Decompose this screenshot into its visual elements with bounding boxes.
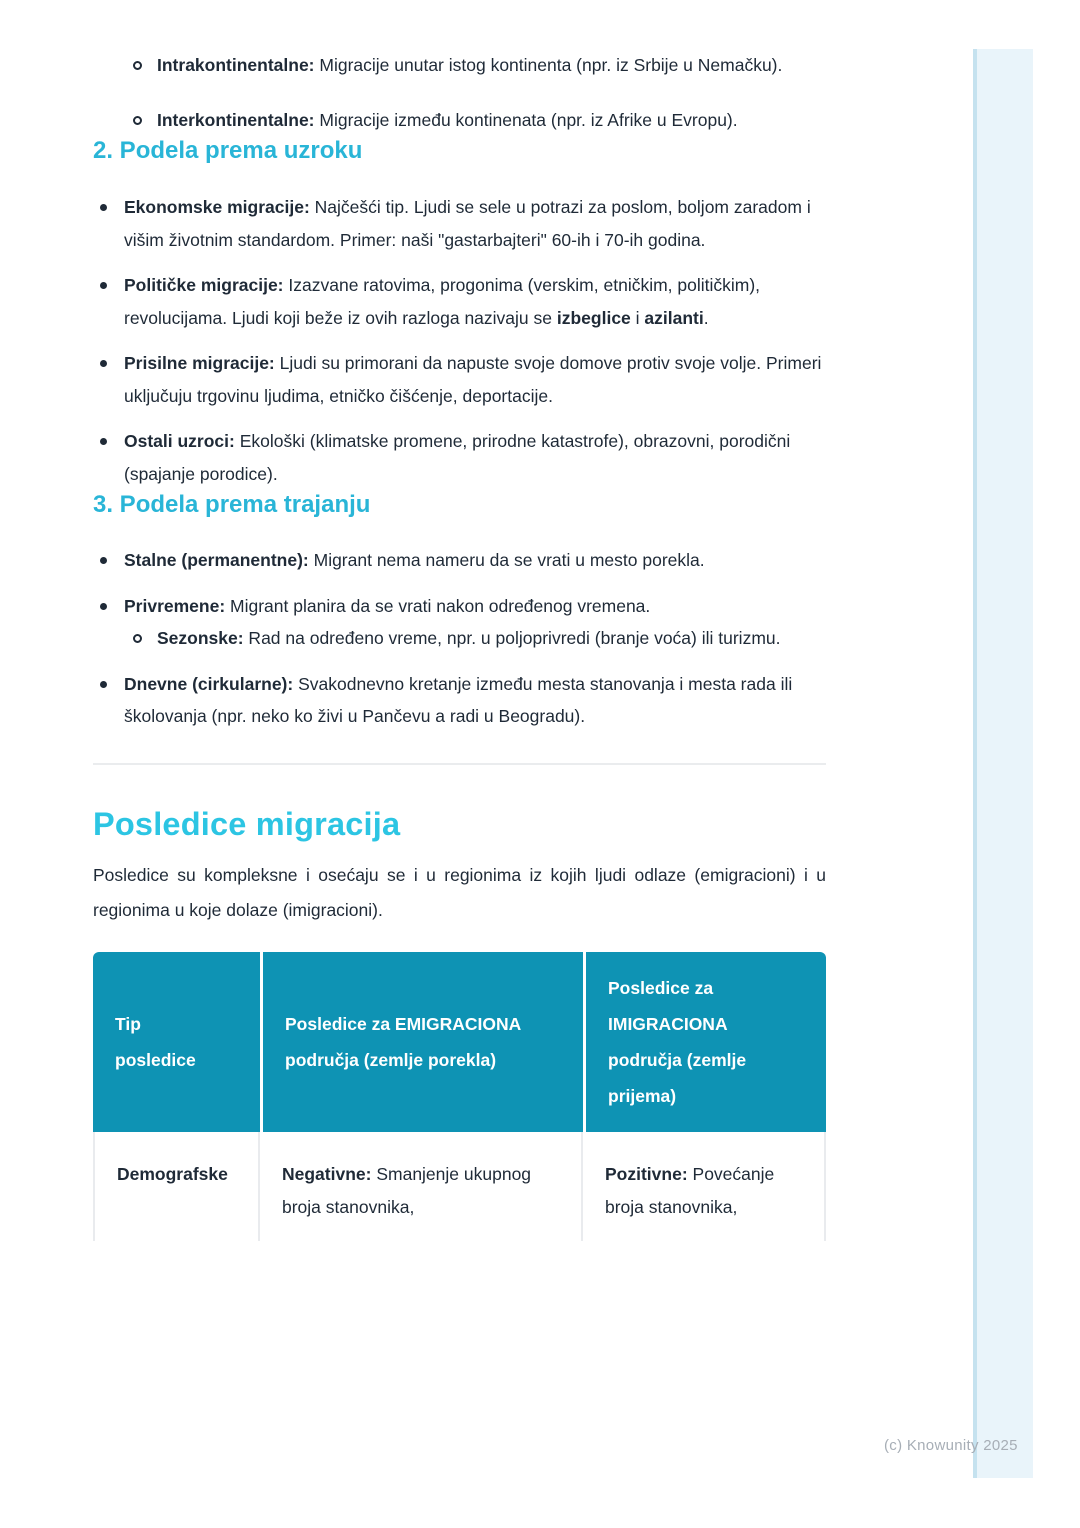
page-title: Posledice migracija — [93, 805, 401, 842]
cell-term: Negativne: — [282, 1163, 372, 1184]
sub-list — [124, 622, 826, 655]
list-item — [93, 269, 826, 334]
item-text: Najčešći tip. Ljudi se sele u potrazi za poslom, boljom zaradom i višim životnim standardom. Primer: naši "gastarbajteri" 60-ih i 70-ih godina. — [124, 197, 811, 250]
item-text: Migracije unutar istog kontinenta (npr. iz Srbije u Nemačku). — [314, 55, 783, 75]
list-item — [93, 544, 826, 577]
table-cell-type: Demografske — [93, 1132, 260, 1241]
item-term: Političke migracije: — [124, 275, 284, 295]
intro-list — [93, 49, 826, 136]
item-term: Interkontinentalne: — [157, 109, 315, 130]
list-item — [124, 622, 826, 655]
item-term: Privremene: — [124, 595, 226, 616]
item-text: Svakodnevno kretanje između mesta stanovanja i mesta rada ili školovanja (npr. neko ko živi u Pančevu a radi u Beogradu). — [124, 673, 793, 726]
item-text: Ekološki (klimatske promene, prirodne katastrofe), obrazovni, porodični (spajanje porodice). — [124, 431, 791, 484]
table-cell-emigraciona — [260, 1132, 583, 1241]
consequences-table-clip — [93, 952, 826, 1241]
table-cell-imigraciona — [583, 1132, 826, 1241]
cell-text: Smanjenje ukupnog broja stanovnika, — [282, 1163, 532, 1217]
item-term: Dnevne (cirkularne): — [124, 673, 294, 694]
table-row — [93, 1132, 826, 1241]
list-item — [93, 425, 826, 490]
cell-text: Povećanje broja stanovnika, — [605, 1163, 775, 1217]
item-term: Sezonske: — [157, 628, 244, 648]
page-edge-accent — [973, 49, 1033, 1478]
list-item — [124, 104, 826, 137]
table-header-cell-emigraciona: Posledice za EMIGRACIONA područja (zemlje porekla) — [260, 952, 583, 1132]
item-term: Intrakontinentalne: — [157, 55, 315, 75]
list-item — [93, 347, 826, 412]
list-item — [93, 668, 826, 733]
consequences-table — [93, 952, 826, 1241]
item-term: Stalne (permanentne): — [124, 550, 309, 570]
item-term-inline: izbeglice — [556, 307, 631, 328]
item-term: Ekonomske migracije: — [124, 197, 310, 217]
copyright-watermark: (c) Knowunity 2025 — [884, 1437, 1018, 1454]
table-header-cell-imigraciona: Posledice za IMIGRACIONA područja (zemlje prijema) — [583, 952, 826, 1132]
section-heading-trajanje: 3. Podela prema trajanju — [93, 491, 371, 518]
item-term-inline: azilanti — [644, 307, 704, 328]
cause-list — [93, 191, 826, 490]
section-heading-uzrok: 2. Podela prema uzroku — [93, 137, 363, 164]
item-term: Ostali uzroci: — [124, 431, 235, 451]
item-text: Migracije između kontinenata (npr. iz Afrike u Evropu). — [314, 109, 738, 130]
list-item — [93, 191, 826, 256]
duration-list — [93, 544, 826, 733]
item-text: i — [630, 307, 645, 328]
table-header-row — [93, 952, 826, 1132]
item-text: Ljudi su primorani da napuste svoje domove protiv svoje volje. Primeri uključuju trgovinu ljudima, etničko čišćenje, deportacije. — [124, 353, 822, 406]
table-header-cell-type: Tip posledice — [93, 952, 260, 1132]
item-text: Izazvane ratovima, progonima (verskim, etničkim, političkim), revolucijama. Ljudi koji beže iz ovih razloga nazivaju se — [124, 275, 761, 328]
list-item — [93, 590, 826, 655]
cell-term: Pozitivne: — [605, 1163, 688, 1184]
intro-paragraph: Posledice su kompleksne i osećaju se i u regionima iz kojih ljudi odlaze (emigracioni) i u regionima u koje dolaze (imigracioni). — [93, 864, 826, 920]
item-text: Migrant planira da se vrati nakon određenog vremena. — [225, 595, 651, 616]
item-term: Prisilne migracije: — [124, 353, 275, 373]
item-text: Migrant nema nameru da se vrati u mesto porekla. — [308, 550, 705, 570]
item-text: . — [703, 307, 709, 328]
item-text: Rad na određeno vreme, npr. u poljoprivredi (branje voća) ili turizmu. — [243, 628, 781, 648]
list-item — [124, 49, 826, 82]
document-content — [93, 0, 826, 1241]
content-divider — [93, 763, 826, 765]
